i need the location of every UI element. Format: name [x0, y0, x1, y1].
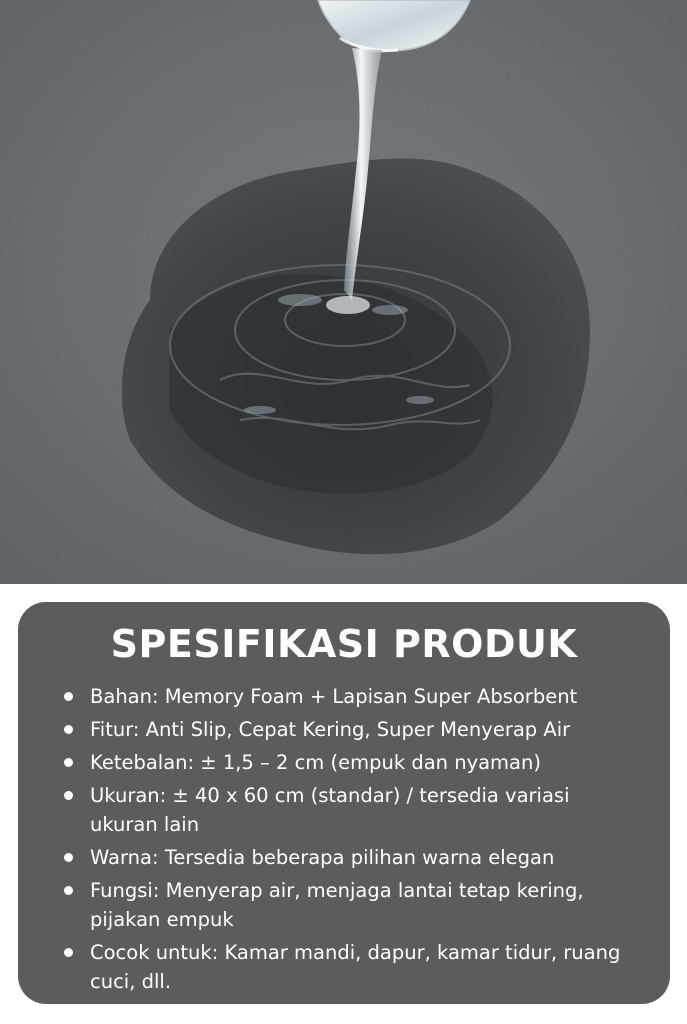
- spec-item-text: Fitur: Anti Slip, Cepat Kering, Super Menyerap Air: [90, 718, 571, 741]
- bullet-icon: [64, 886, 73, 895]
- spec-item-cocok-untuk: [64, 938, 642, 996]
- bullet-icon: [64, 853, 73, 862]
- splash: [326, 296, 370, 314]
- spec-item-text: Cocok untuk: Kamar mandi, dapur, kamar tidur, ruang cuci, dll.: [90, 941, 621, 993]
- spec-item-warna: [64, 843, 642, 872]
- bullet-icon: [64, 725, 73, 734]
- spec-item-ukuran: [64, 781, 642, 839]
- spec-item-ketebalan: [64, 748, 642, 777]
- bullet-icon: [64, 692, 73, 701]
- spec-list: [64, 682, 642, 996]
- spec-item-text: Warna: Tersedia beberapa pilihan warna elegan: [90, 846, 555, 869]
- spec-item-text: Ketebalan: ± 1,5 – 2 cm (empuk dan nyaman): [90, 751, 541, 774]
- spec-item-text: Bahan: Memory Foam + Lapisan Super Absorbent: [90, 685, 578, 708]
- bullet-icon: [64, 758, 73, 767]
- bullet-icon: [64, 791, 73, 800]
- spec-item-bahan: [64, 682, 642, 711]
- spec-title: SPESIFIKASI PRODUK: [110, 622, 578, 666]
- spec-item-text: Fungsi: Menyerap air, menjaga lantai tetap kering, pijakan empuk: [90, 879, 584, 931]
- bullet-icon: [64, 948, 73, 957]
- spec-item-fungsi: [64, 876, 642, 934]
- spec-item-text: Ukuran: ± 40 x 60 cm (standar) / tersedia variasi ukuran lain: [90, 784, 570, 836]
- spec-item-fitur: [64, 715, 642, 744]
- spec-card: [18, 602, 670, 1004]
